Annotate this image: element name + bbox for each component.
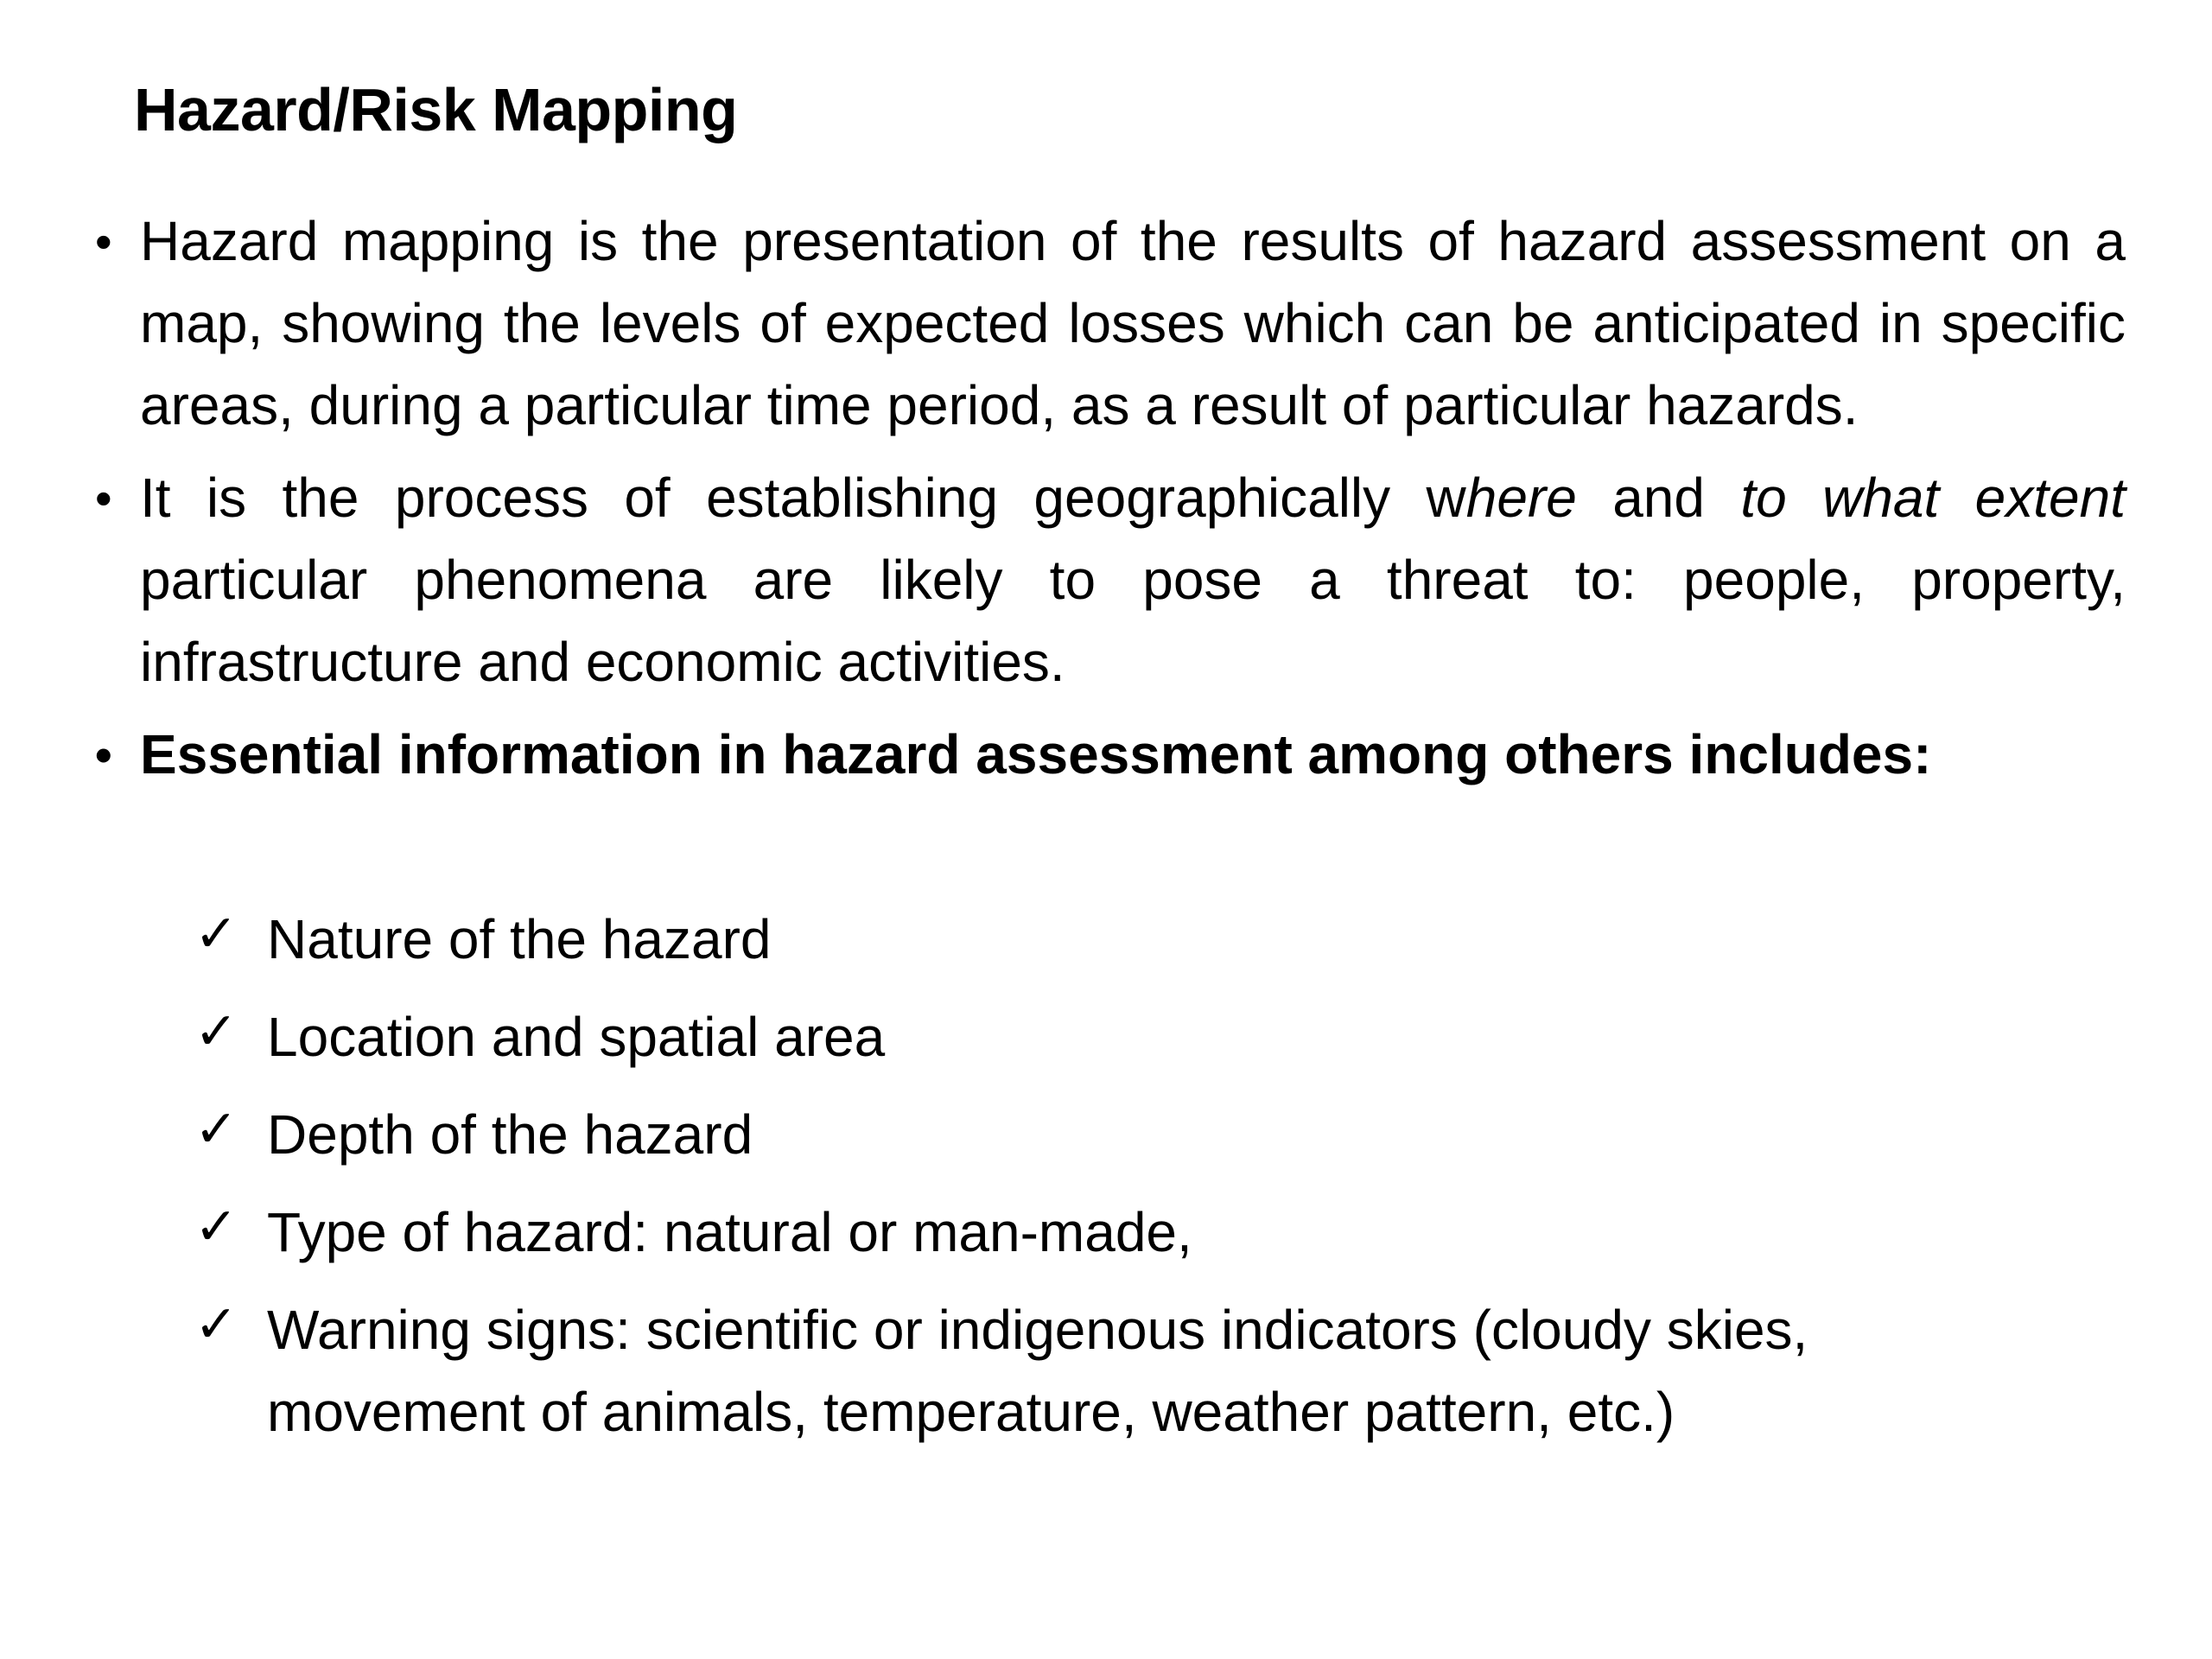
- bullet-item: [95, 714, 2126, 796]
- checklist-item: [194, 1289, 2052, 1453]
- bullet-icon: •: [95, 214, 112, 269]
- bullet-text-part: particular phenomena are likely to pose a threat to: people, property, infrastructure and economic activities.: [140, 549, 2126, 693]
- checkmark-icon: ✓: [194, 1001, 238, 1062]
- checklist-item: [194, 1094, 2052, 1176]
- bullet-text: [140, 467, 2126, 693]
- checkmark-icon: ✓: [194, 1099, 238, 1160]
- checklist-item: [194, 899, 2052, 981]
- bullet-text-italic: to what extent: [1740, 467, 2126, 529]
- checkmark-icon: ✓: [194, 1197, 238, 1257]
- checklist-text: Depth of the hazard: [267, 1103, 753, 1166]
- bullet-icon: •: [95, 728, 112, 782]
- checklist-text: Nature of the hazard: [267, 908, 772, 970]
- bullet-text-italic: here: [1465, 467, 1577, 529]
- slide-title: Hazard/Risk Mapping: [134, 76, 738, 143]
- checkmark-icon: ✓: [194, 1294, 238, 1355]
- checkmark-icon: ✓: [194, 904, 238, 964]
- checklist-item: [194, 1192, 2052, 1274]
- bullet-text: Essential information in hazard assessment among others includes:: [140, 723, 1932, 785]
- bullet-item: [95, 200, 2126, 447]
- bullet-item: [95, 457, 2126, 703]
- bullet-list: [95, 200, 2126, 799]
- bullet-text-part: and: [1576, 467, 1741, 529]
- checklist-item: [194, 996, 2052, 1078]
- checklist-text: Type of hazard: natural or man-made,: [267, 1201, 1192, 1263]
- bullet-icon: •: [95, 471, 112, 525]
- bullet-text: Hazard mapping is the presentation of the results of hazard assessment on a map, showing the levels of expected losses which can be anticipated in specific areas, during a particular time period, as a result of particular hazards.: [140, 210, 2126, 436]
- checklist-text: Location and spatial area: [267, 1006, 886, 1068]
- bullet-text-part: It is the process of establishing geographically w: [140, 467, 1466, 529]
- checklist-text: Warning signs: scientific or indigenous indicators (cloudy skies, movement of animals, temperature, weather pattern, etc.): [267, 1299, 1808, 1443]
- checklist: [194, 899, 2052, 1469]
